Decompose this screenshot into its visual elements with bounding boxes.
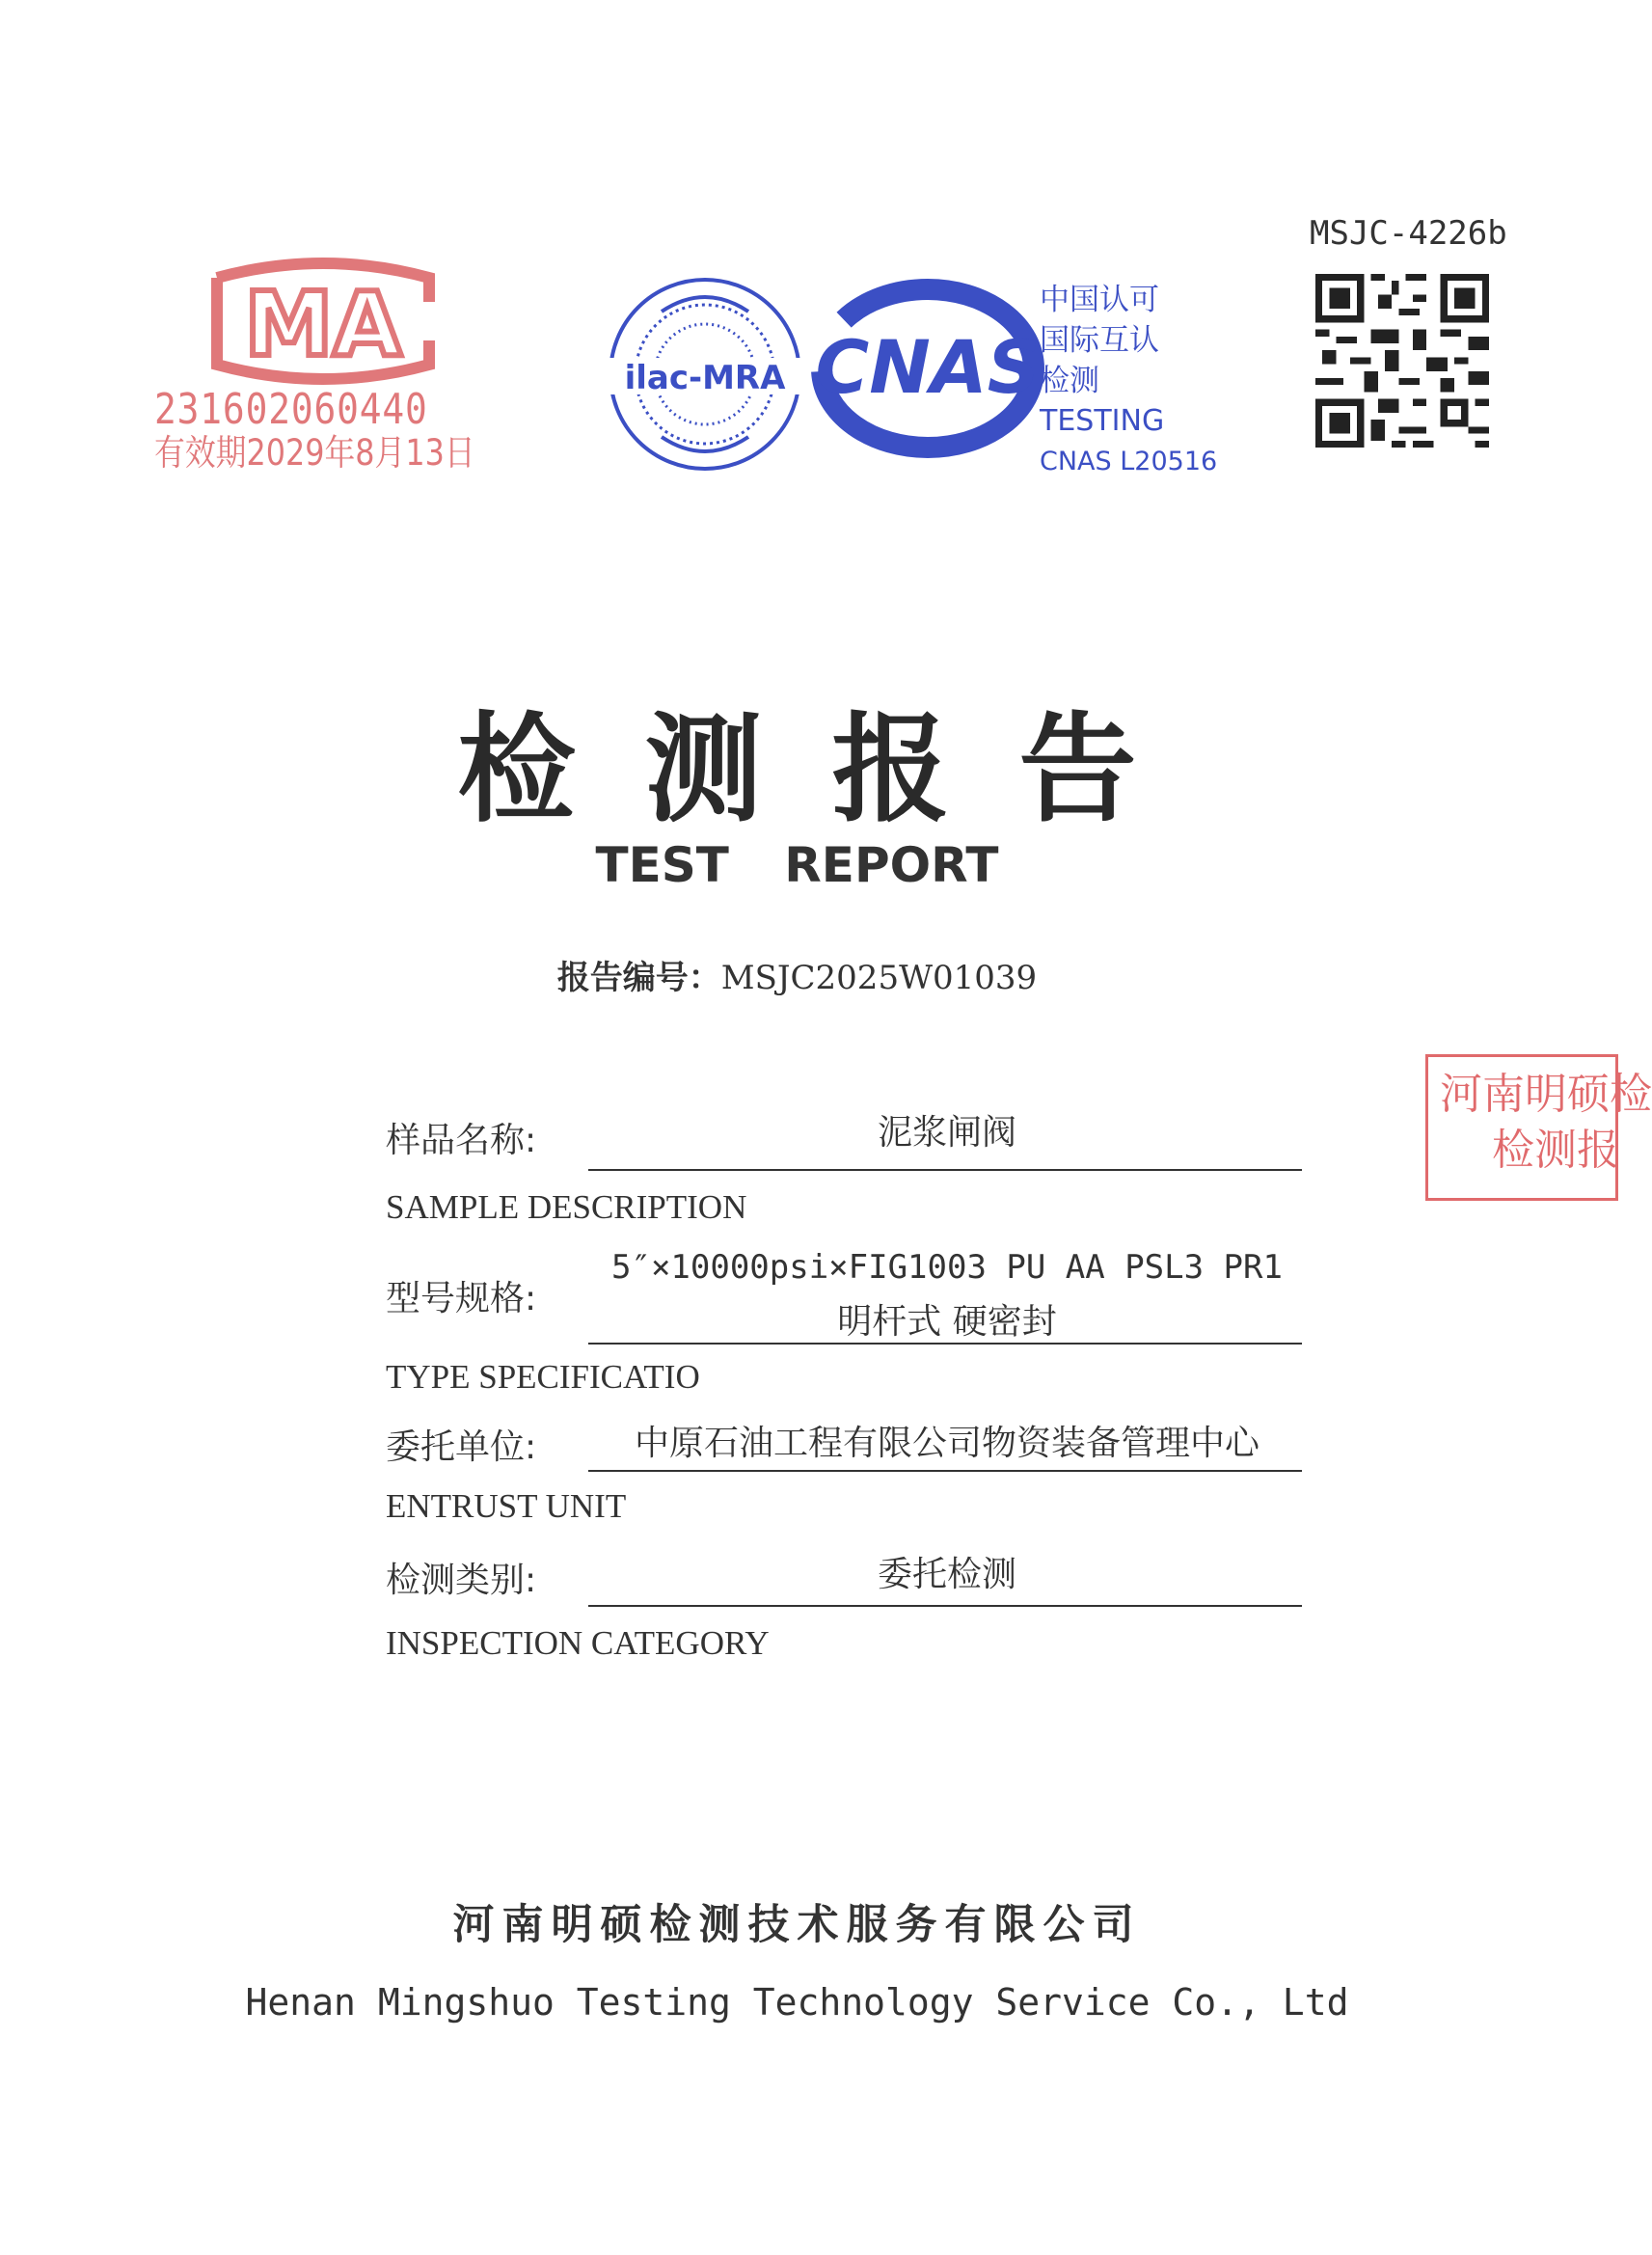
sample-value: 泥浆闸阀 [877,1113,1016,1153]
category-underline [588,1605,1302,1607]
cma-logo-icon [178,258,468,384]
page-title-english: TEST REPORT [595,837,999,893]
cma-number: 231602060440 [154,385,428,434]
page-title: 检测报告 [457,699,1206,838]
report-number-value: MSJC2025W01039 [720,959,1038,997]
entrust-underline [588,1470,1302,1472]
qr-code-icon[interactable] [1315,274,1489,448]
cnas-line-2: 国际互认 [1040,323,1159,358]
entrust-label-en: ENTRUST UNIT [386,1487,627,1525]
type-label-cn: 型号规格: [386,1279,537,1318]
entrust-value: 中原石油工程有限公司物资装备管理中心 [634,1424,1259,1463]
cnas-line-1: 中国认可 [1040,283,1159,317]
svg-text:MA: MA [244,273,402,376]
company-seal [1425,1054,1652,1201]
sample-underline [588,1169,1302,1171]
ilac-label: ilac-MRA [624,359,786,397]
type-value-line-2: 明杆式 硬密封 [837,1302,1057,1342]
cnas-line-4: TESTING [1040,404,1165,438]
cnas-code: CNAS L20516 [1040,447,1218,476]
category-value: 委托检测 [877,1555,1016,1594]
category-label-en: INSPECTION CATEGORY [386,1624,770,1662]
type-label-en: TYPE SPECIFICATIO [386,1358,700,1396]
report-number [0,951,1594,998]
company-name-en: Henan Mingshuo Testing Technology Service Co., Ltd [245,1981,1349,2024]
sample-label-cn: 样品名称: [386,1121,537,1160]
cnas-mark: CNAS [815,324,1041,410]
entrust-label-cn: 委托单位: [386,1427,537,1467]
cma-validity: 有效期2029年8月13日 [154,432,475,474]
cnas-logo-icon [810,282,1046,455]
report-number-label: 报告编号： [556,959,721,997]
company-name-cn: 河南明硕检测技术服务有限公司 [452,1901,1142,1949]
sample-label-en: SAMPLE DESCRIPTION [386,1188,747,1226]
type-value-line-1: 5″×10000psi×FIG1003 PU AA PSL3 PR1 [611,1248,1283,1287]
document-code: MSJC-4226b [1310,214,1507,253]
type-underline [588,1343,1302,1345]
cnas-line-3: 检测 [1040,364,1099,398]
cnas-accreditation-text [1040,280,1217,482]
category-label-cn: 检测类别: [386,1561,537,1600]
cma-mark [154,258,473,475]
seal-line-1: 河南明硕检 [1440,1070,1652,1119]
seal-line-2: 检测报 [1492,1126,1619,1175]
ilac-mra-logo-icon [604,273,806,475]
